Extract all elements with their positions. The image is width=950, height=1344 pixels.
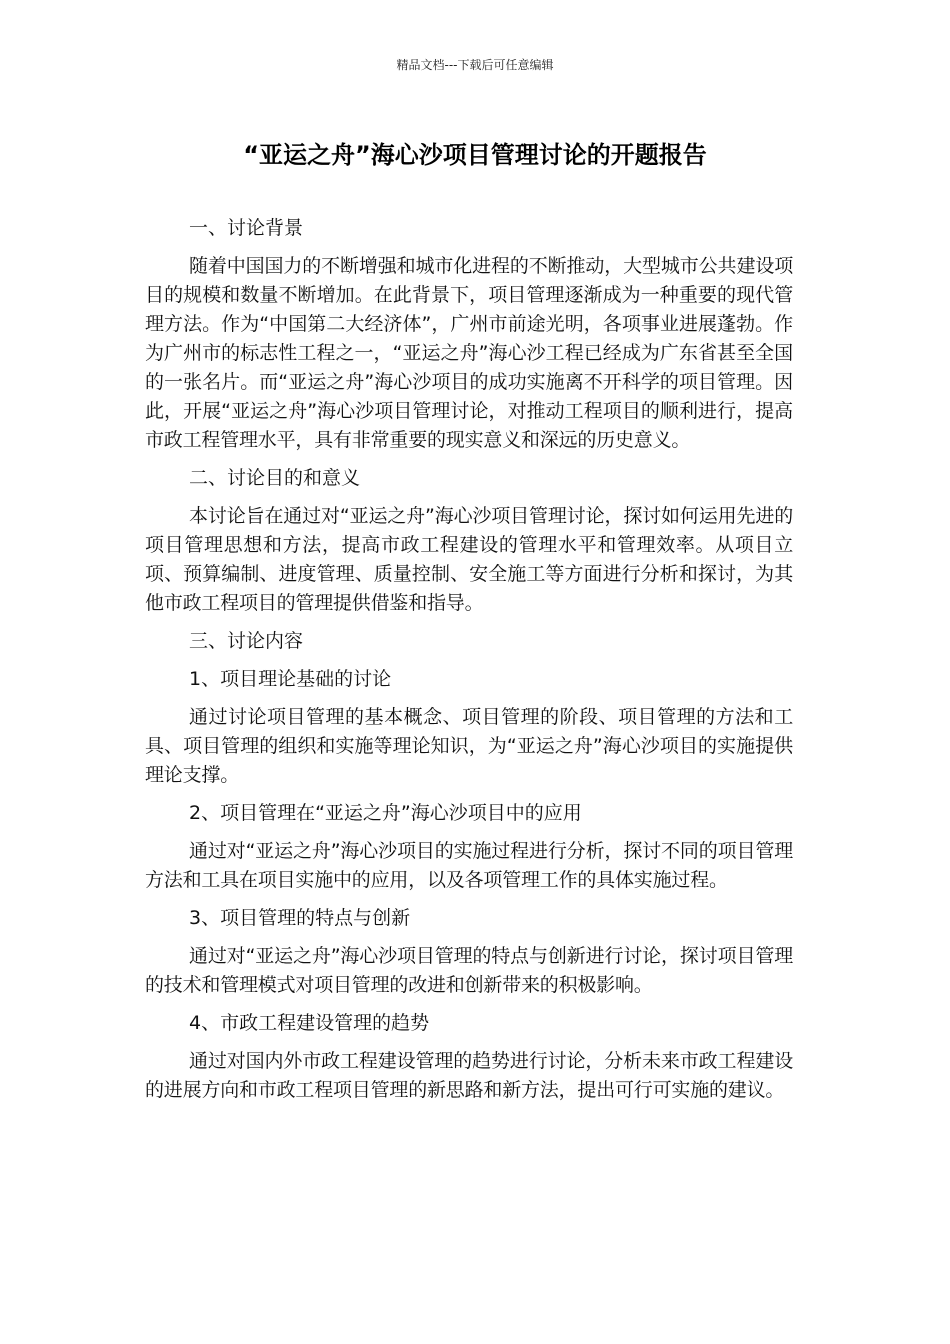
section-heading-content: 三、讨论内容: [189, 630, 304, 652]
header-note: 精品文档---下载后可任意编辑: [396, 58, 554, 72]
section-heading-background: 一、讨论背景: [189, 217, 304, 239]
subheading-application: 2、项目管理在“亚运之舟”海心沙项目中的应用: [189, 802, 582, 824]
paragraph-theory: 通过讨论项目管理的基本概念、项目管理的阶段、项目管理的方法和工具、项目管理的组织和实施等理论知识，为“亚运之舟”海心沙项目的实施提供理论支撑。: [145, 706, 793, 786]
subheading-theory: 1、项目理论基础的讨论: [189, 668, 392, 690]
paragraph-trends: 通过对国内外市政工程建设管理的趋势进行讨论，分析未来市政工程建设的进展方向和市政工程项目管理的新思路和新方法，提出可行可实施的建议。: [145, 1050, 793, 1101]
document-body: [145, 214, 793, 1114]
document-title: “亚运之舟”海心沙项目管理讨论的开题报告: [243, 141, 707, 169]
paragraph-purpose: 本讨论旨在通过对“亚运之舟”海心沙项目管理讨论，探讨如何运用先进的项目管理思想和方法，提高市政工程建设的管理水平和管理效率。从项目立项、预算编制、进度管理、质量控制、安全施工等方面进行分析和探讨，为其他市政工程项目的管理提供借鉴和指导。: [145, 505, 793, 614]
subheading-innovation: 3、项目管理的特点与创新: [189, 907, 411, 929]
paragraph-background: 随着中国国力的不断增强和城市化进程的不断推动，大型城市公共建设项目的规模和数量不断增加。在此背景下，项目管理逐渐成为一种重要的现代管理方法。作为“中国第二大经济体”，广州市前途光明，各项事业进展蓬勃。作为广州市的标志性工程之一，“亚运之舟”海心沙工程已经成为广东省甚至全国的一张名片。而“亚运之舟”海心沙项目的成功实施离不开科学的项目管理。因此，开展“亚运之舟”海心沙项目管理讨论，对推动工程项目的顺利进行，提高市政工程管理水平，具有非常重要的现实意义和深远的历史意义。: [145, 255, 793, 451]
paragraph-application: 通过对“亚运之舟”海心沙项目的实施过程进行分析，探讨不同的项目管理方法和工具在项目实施中的应用，以及各项管理工作的具体实施过程。: [145, 840, 793, 891]
subheading-trends: 4、市政工程建设管理的趋势: [189, 1012, 430, 1034]
paragraph-innovation: 通过对“亚运之舟”海心沙项目管理的特点与创新进行讨论，探讨项目管理的技术和管理模式对项目管理的改进和创新带来的积极影响。: [145, 945, 793, 996]
section-heading-purpose: 二、讨论目的和意义: [189, 467, 361, 489]
